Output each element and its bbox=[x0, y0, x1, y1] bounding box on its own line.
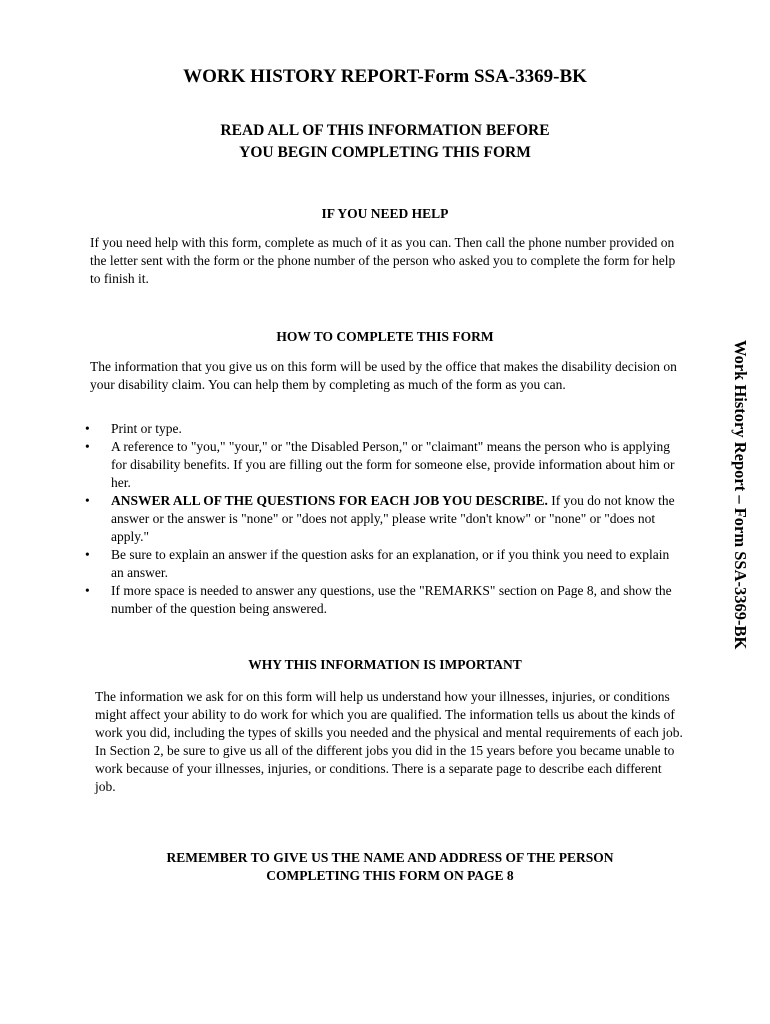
how-heading: HOW TO COMPLETE THIS FORM bbox=[276, 329, 494, 344]
instructions-list bbox=[80, 420, 680, 618]
list-item bbox=[80, 492, 680, 546]
list-item-text: Be sure to explain an answer if the question asks for an explanation, or if you think you need to explain an answer. bbox=[111, 547, 670, 580]
side-title: Work History Report – Form SSA-3369-BK bbox=[731, 340, 750, 650]
list-item bbox=[80, 420, 680, 438]
read-all-line-2: YOU BEGIN COMPLETING THIS FORM bbox=[239, 144, 531, 161]
list-item-emphasis: ANSWER ALL OF THE QUESTIONS FOR EACH JOB YOU DESCRIBE. bbox=[111, 493, 548, 508]
reminder-notice bbox=[0, 849, 770, 885]
why-heading: WHY THIS INFORMATION IS IMPORTANT bbox=[248, 657, 522, 672]
list-item bbox=[80, 546, 680, 582]
list-item-text: If you do not know the answer or the answer is "none" or "does not apply," please write "don't know" or "none" or "does not apply." bbox=[111, 493, 675, 544]
list-item-text: A reference to "you," "your," or "the Disabled Person," or "claimant" means the person who is applying for disability benefits. If you are filling out the form for someone else, provide information about him or her. bbox=[111, 439, 675, 490]
list-item-text: Print or type. bbox=[111, 421, 182, 436]
how-intro-text: The information that you give us on this form will be used by the office that makes the disability decision on your disability claim. You can help them by completing as much of the form as you can. bbox=[90, 359, 677, 392]
reminder-line-1: REMEMBER TO GIVE US THE NAME AND ADDRESS OF THE PERSON bbox=[166, 850, 614, 865]
reminder-line-2: COMPLETING THIS FORM ON PAGE 8 bbox=[266, 868, 514, 883]
help-heading: IF YOU NEED HELP bbox=[321, 206, 449, 221]
list-item-text: If more space is needed to answer any questions, use the "REMARKS" section on Page 8, and show the number of the question being answered. bbox=[111, 583, 672, 616]
list-item bbox=[80, 582, 680, 618]
help-text: If you need help with this form, complete as much of it as you can. Then call the phone number provided on the letter sent with the form or the phone number of the person who asked you to complete the form for help to finish it. bbox=[90, 235, 676, 286]
read-all-notice bbox=[0, 120, 770, 164]
page-title: WORK HISTORY REPORT-Form SSA-3369-BK bbox=[183, 66, 587, 87]
read-all-line-1: READ ALL OF THIS INFORMATION BEFORE bbox=[220, 122, 550, 139]
why-text: The information we ask for on this form will help us understand how your illnesses, injuries, or conditions might affect your ability to do work for which you are qualified. The information tells us about the kinds of work you did, including the types of skills you needed and the physical and mental requirements of each job. In Section 2, be sure to give us all of the different jobs you did in the 15 years before you became unable to work because of your illnesses, injuries, or conditions. There is a separate page to describe each different job. bbox=[95, 689, 683, 794]
list-item bbox=[80, 438, 680, 492]
